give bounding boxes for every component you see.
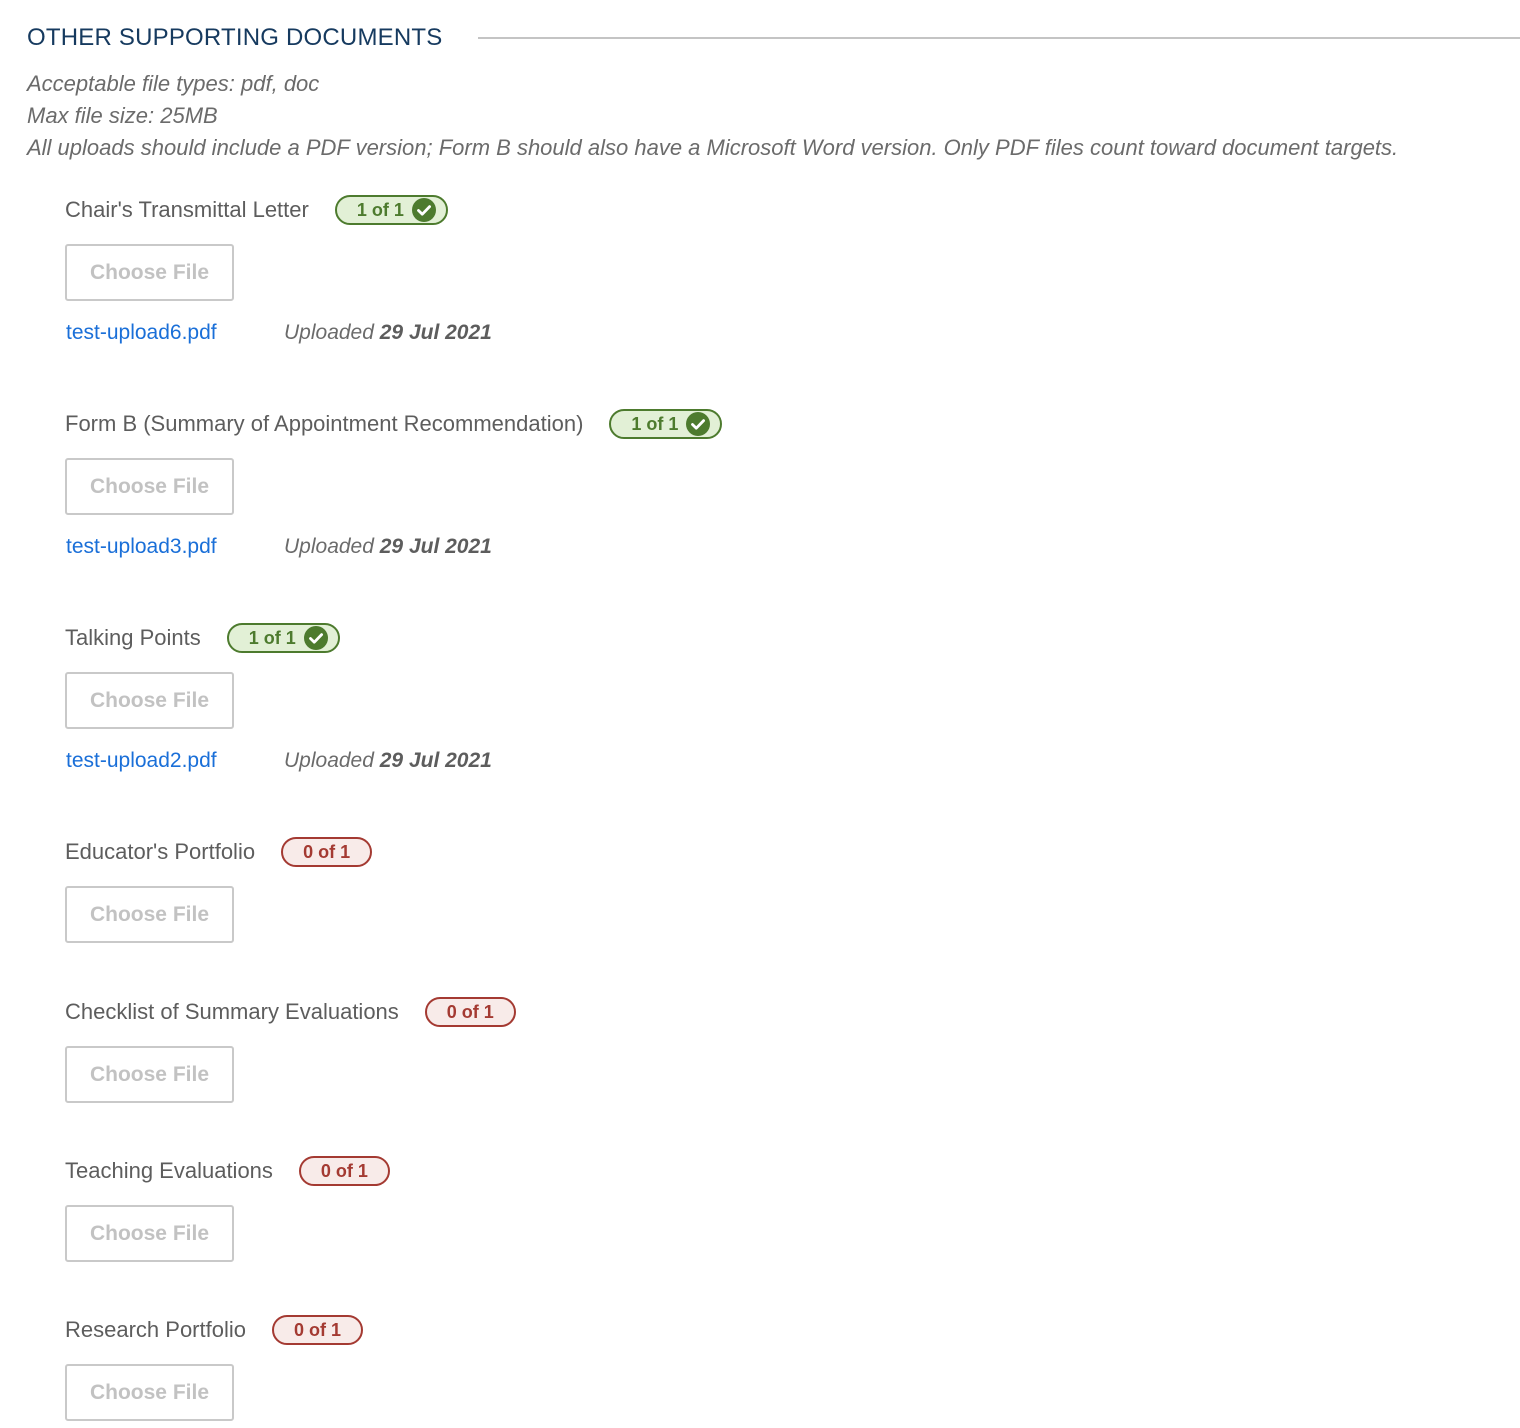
badge-count: 0 of 1 [303,841,351,862]
uploaded-label: Uploaded [284,749,374,772]
max-size-note: Max file size: 25MB [27,103,218,128]
pdf-requirement-note: All uploads should include a PDF version; Form B should also have a Microsoft Word version. Only PDF files count toward document targets. [27,135,1399,160]
document-title: Chair's Transmittal Letter [65,197,309,222]
upload-date-info [284,535,492,559]
upload-instructions [27,68,1398,164]
section-header [27,22,1520,56]
choose-file-button[interactable]: Choose File [65,1205,234,1262]
choose-file-button[interactable]: Choose File [65,1364,234,1421]
status-badge [609,409,722,439]
badge-count: 0 of 1 [446,1001,494,1022]
check-circle-icon [686,412,710,436]
document-title: Form B (Summary of Appointment Recommendation) [65,411,584,436]
status-badge [335,195,448,225]
document-title: Checklist of Summary Evaluations [65,999,399,1024]
document-title: Educator's Portfolio [65,839,256,864]
uploaded-label: Uploaded [284,535,374,558]
uploaded-file-link[interactable]: test-upload2.pdf [66,749,217,772]
choose-file-button[interactable]: Choose File [65,458,234,515]
document-upload-item [65,406,722,565]
status-badge [272,1315,363,1345]
badge-count: 1 of 1 [631,413,679,434]
uploaded-file-row [65,535,722,565]
check-circle-icon [304,626,328,650]
document-upload-item [65,834,372,943]
upload-date-info [284,749,492,773]
uploaded-file-link[interactable]: test-upload3.pdf [66,535,217,558]
uploaded-file-row [65,749,492,779]
uploaded-date: 29 Jul 2021 [379,535,492,558]
check-circle-icon [412,198,436,222]
document-upload-item [65,1312,363,1421]
status-badge [227,623,340,653]
document-title: Teaching Evaluations [65,1158,273,1183]
choose-file-button[interactable]: Choose File [65,244,234,301]
document-title: Talking Points [65,625,201,650]
badge-count: 0 of 1 [320,1160,368,1181]
uploaded-file-link[interactable]: test-upload6.pdf [66,321,217,344]
document-title: Research Portfolio [65,1317,246,1342]
choose-file-button[interactable]: Choose File [65,1046,234,1103]
section-title: OTHER SUPPORTING DOCUMENTS [27,24,443,51]
uploaded-file-row [65,321,492,351]
section-divider [478,37,1520,39]
file-types-note: Acceptable file types: pdf, doc [27,71,320,96]
document-upload-item [65,1153,390,1262]
badge-count: 0 of 1 [293,1319,341,1340]
upload-date-info [284,321,492,345]
uploaded-label: Uploaded [284,321,374,344]
choose-file-button[interactable]: Choose File [65,886,234,943]
document-upload-item [65,620,492,779]
badge-count: 1 of 1 [356,199,404,220]
uploaded-date: 29 Jul 2021 [379,321,492,344]
status-badge [281,837,372,867]
choose-file-button[interactable]: Choose File [65,672,234,729]
uploaded-date: 29 Jul 2021 [379,749,492,772]
document-upload-item [65,994,516,1103]
document-upload-item [65,192,492,351]
status-badge [425,997,516,1027]
status-badge [299,1156,390,1186]
badge-count: 1 of 1 [248,627,296,648]
